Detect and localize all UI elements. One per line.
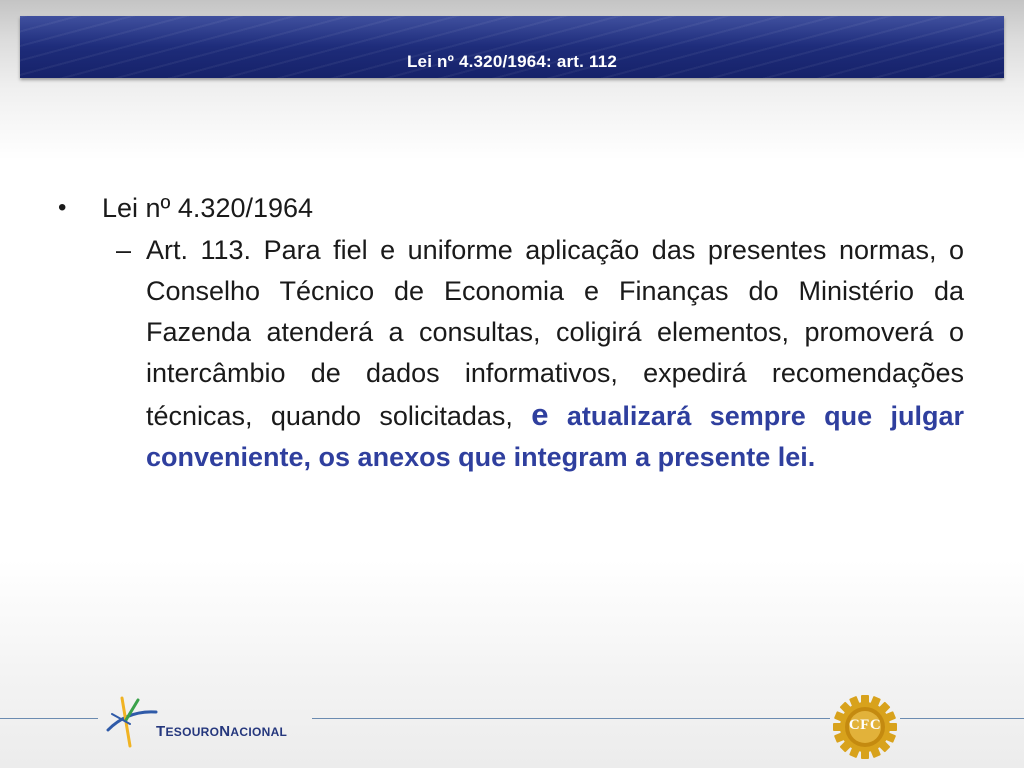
bullet-dot-marker: • xyxy=(58,194,67,221)
bullet-level-2 xyxy=(116,230,964,478)
tesouro-logo-t: T xyxy=(156,723,166,740)
tesouro-logo-text xyxy=(156,723,287,740)
tesouro-logo-esouro: ESOURO xyxy=(165,725,220,739)
title-bar-shine xyxy=(20,16,1004,46)
article-text-emphasis: atualizará sempre que julgar conveniente, os anexos que integram a presente lei. xyxy=(146,401,964,472)
cfc-gear-logo xyxy=(832,694,898,760)
article-113-text xyxy=(146,230,964,478)
slide-title: Lei nº 4.320/1964: art. 112 xyxy=(406,52,618,71)
footer-divider-middle xyxy=(312,718,830,719)
article-text-plain: Art. 113. Para fiel e uniforme aplicação das presentes normas, o Conselho Técnico de Economia e Finanças do Ministério da Fazenda atenderá a consultas, coligirá elementos, promoverá o intercâmbio de dados informativos, expedirá recomendações técnicas, quando solicitadas, xyxy=(146,235,964,431)
bullet-level-1-text: Lei nº 4.320/1964 xyxy=(102,193,314,223)
tesouro-logo-acional: ACIONAL xyxy=(230,725,288,739)
footer-divider-left xyxy=(0,718,98,719)
footer-divider-right xyxy=(900,718,1024,719)
bullet-dash-marker: – xyxy=(116,235,132,265)
tesouro-emblem-icon xyxy=(100,690,160,750)
bullet-level-1 xyxy=(58,188,964,228)
article-text-emphasis-first: e xyxy=(531,397,549,432)
cfc-logo-text: CFC xyxy=(848,717,882,733)
slide-content xyxy=(58,188,964,478)
tesouro-logo-n: N xyxy=(219,723,231,740)
tesouro-nacional-logo xyxy=(100,690,312,750)
title-bar xyxy=(20,16,1004,78)
